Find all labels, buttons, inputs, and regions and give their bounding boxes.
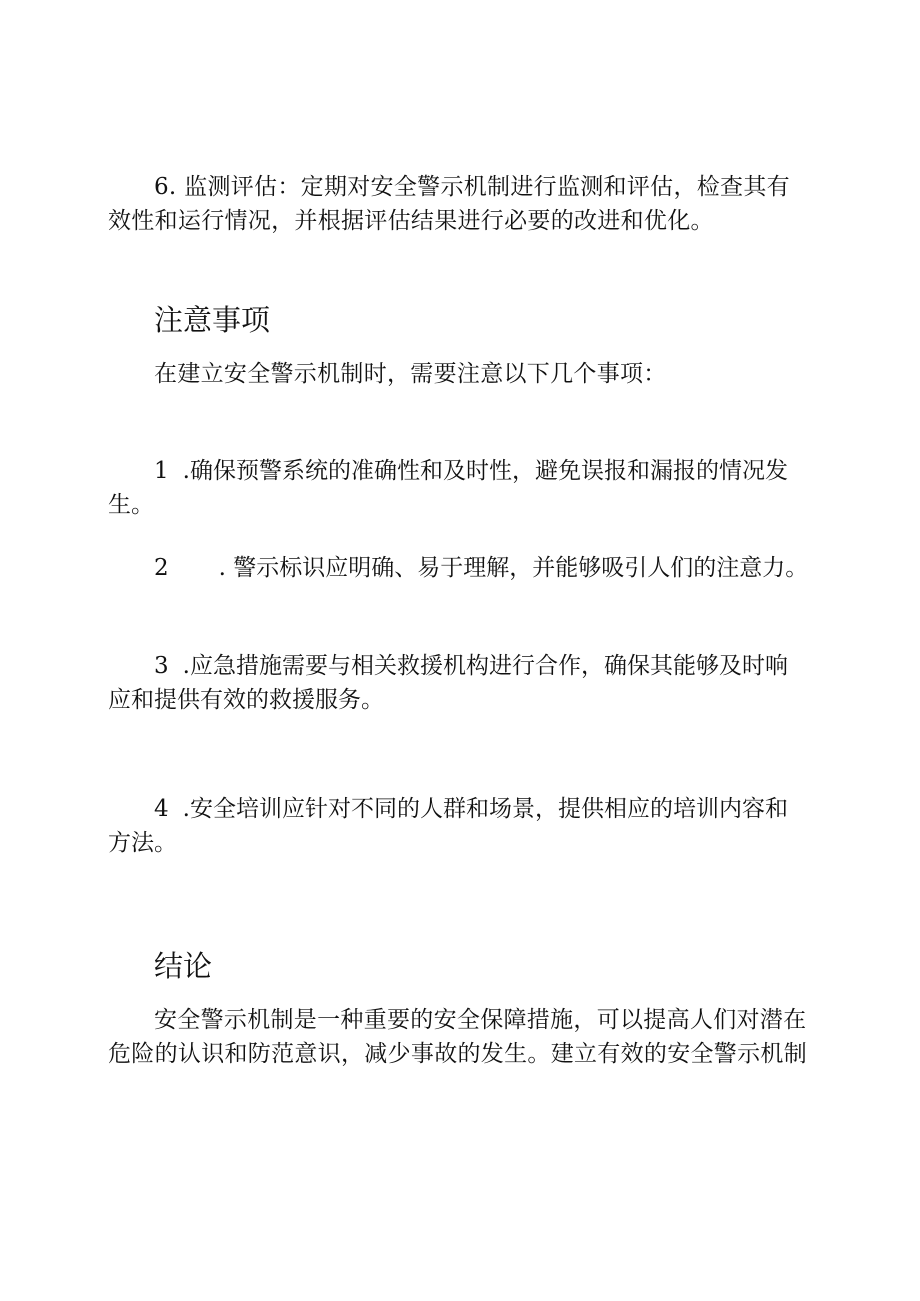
paragraph-monitoring: 6. 监测评估：定期对安全警示机制进行监测和评估，检查其有效性和运行情况，并根据评估结果进行必要的改进和优化。 <box>108 174 790 234</box>
list-item <box>108 454 812 522</box>
list-item-text: .安全培训应针对不同的人群和场景，提供相应的培训内容和方法。 <box>108 796 788 856</box>
list-item <box>108 792 808 860</box>
paragraph-conclusion: 安全警示机制是一种重要的安全保障措施，可以提高人们对潜在危险的认识和防范意识，减少事故的发生。建立有效的安全警示机制 <box>108 1007 807 1067</box>
list-item-text: . 警示标识应明确、易于理解，并能够吸引人们的注意力。 <box>218 555 809 581</box>
list-item-number: 3 <box>154 653 169 679</box>
list-item-text: .应急措施需要与相关救援机构进行合作，确保其能够及时响应和提供有效的救援服务。 <box>108 653 788 713</box>
list-item <box>108 649 808 717</box>
heading-notes: 注意事项 <box>154 303 271 337</box>
list-item-number: 1 <box>154 458 169 484</box>
list-item <box>108 551 812 585</box>
heading-conclusion: 结论 <box>154 949 213 983</box>
list-item-number: 4 <box>154 796 169 822</box>
list-item-number: 2 <box>154 555 169 581</box>
paragraph-notes-intro: 在建立安全警示机制时，需要注意以下几个事项： <box>154 361 667 387</box>
list-item-text: .确保预警系统的准确性和及时性，避免误报和漏报的情况发生。 <box>108 458 788 518</box>
